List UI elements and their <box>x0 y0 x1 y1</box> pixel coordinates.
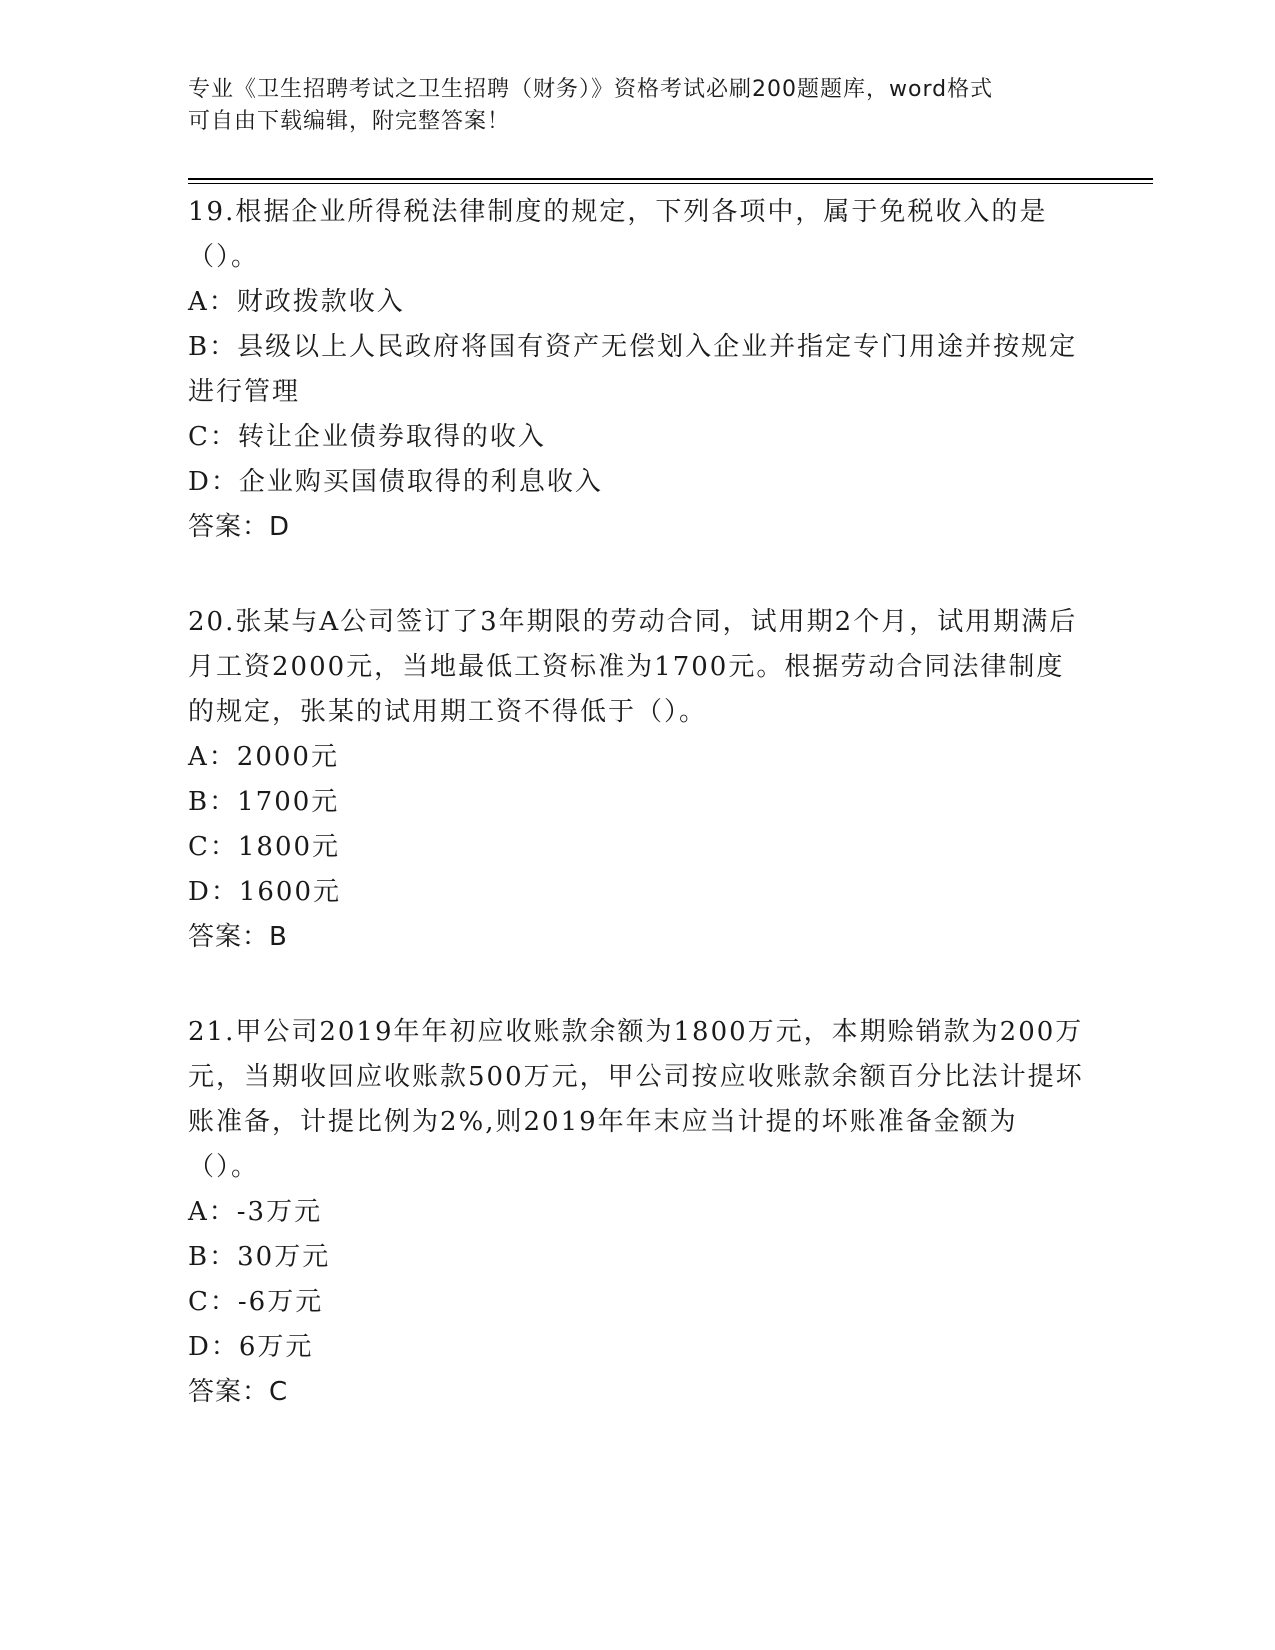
question-list <box>188 190 1088 1415</box>
header-divider-thick <box>188 178 1153 180</box>
option-d: D：1600元 <box>188 877 342 907</box>
answer-line: 答案：B <box>188 922 288 952</box>
header-line-2: 可自由下载编辑，附完整答案！ <box>188 109 511 134</box>
question-20 <box>188 600 1088 960</box>
option-a: A：2000元 <box>188 742 339 772</box>
question-stem: 20.张某与A公司签订了3年期限的劳动合同，试用期2个月，试用期满后月工资2000元，当地最低工资标准为1700元。根据劳动合同法律制度的规定，张某的试用期工资不得低于（）。 <box>188 607 1078 727</box>
header-line-1: 专业《卫生招聘考试之卫生招聘（财务）》资格考试必刷200题题库，word格式 <box>188 77 994 102</box>
option-c: C：-6万元 <box>188 1287 324 1317</box>
option-a: A：财政拨款收入 <box>188 287 405 317</box>
question-21 <box>188 1010 1088 1415</box>
option-d: D：企业购买国债取得的利息收入 <box>188 467 603 497</box>
question-stem: 21.甲公司2019年年初应收账款余额为1800万元，本期赊销款为200万元，当期收回应收账款500万元，甲公司按应收账款余额百分比法计提坏账准备，计提比例为2%,则2019年年末应当计提的坏账准备金额为（）。 <box>188 1017 1084 1182</box>
answer-line: 答案：C <box>188 1377 289 1407</box>
option-d: D：6万元 <box>188 1332 314 1362</box>
header-divider-thin <box>188 183 1153 184</box>
option-b: B：县级以上人民政府将国有资产无偿划入企业并指定专门用途并按规定进行管理 <box>188 332 1078 407</box>
option-c: C：转让企业债券取得的收入 <box>188 422 546 452</box>
option-a: A：-3万元 <box>188 1197 323 1227</box>
question-stem: 19.根据企业所得税法律制度的规定，下列各项中，属于免税收入的是（）。 <box>188 197 1048 272</box>
option-b: B：30万元 <box>188 1242 331 1272</box>
answer-line: 答案：D <box>188 512 291 542</box>
option-b: B：1700元 <box>188 787 340 817</box>
document-header <box>188 74 1068 138</box>
question-19 <box>188 190 1088 550</box>
option-c: C：1800元 <box>188 832 341 862</box>
